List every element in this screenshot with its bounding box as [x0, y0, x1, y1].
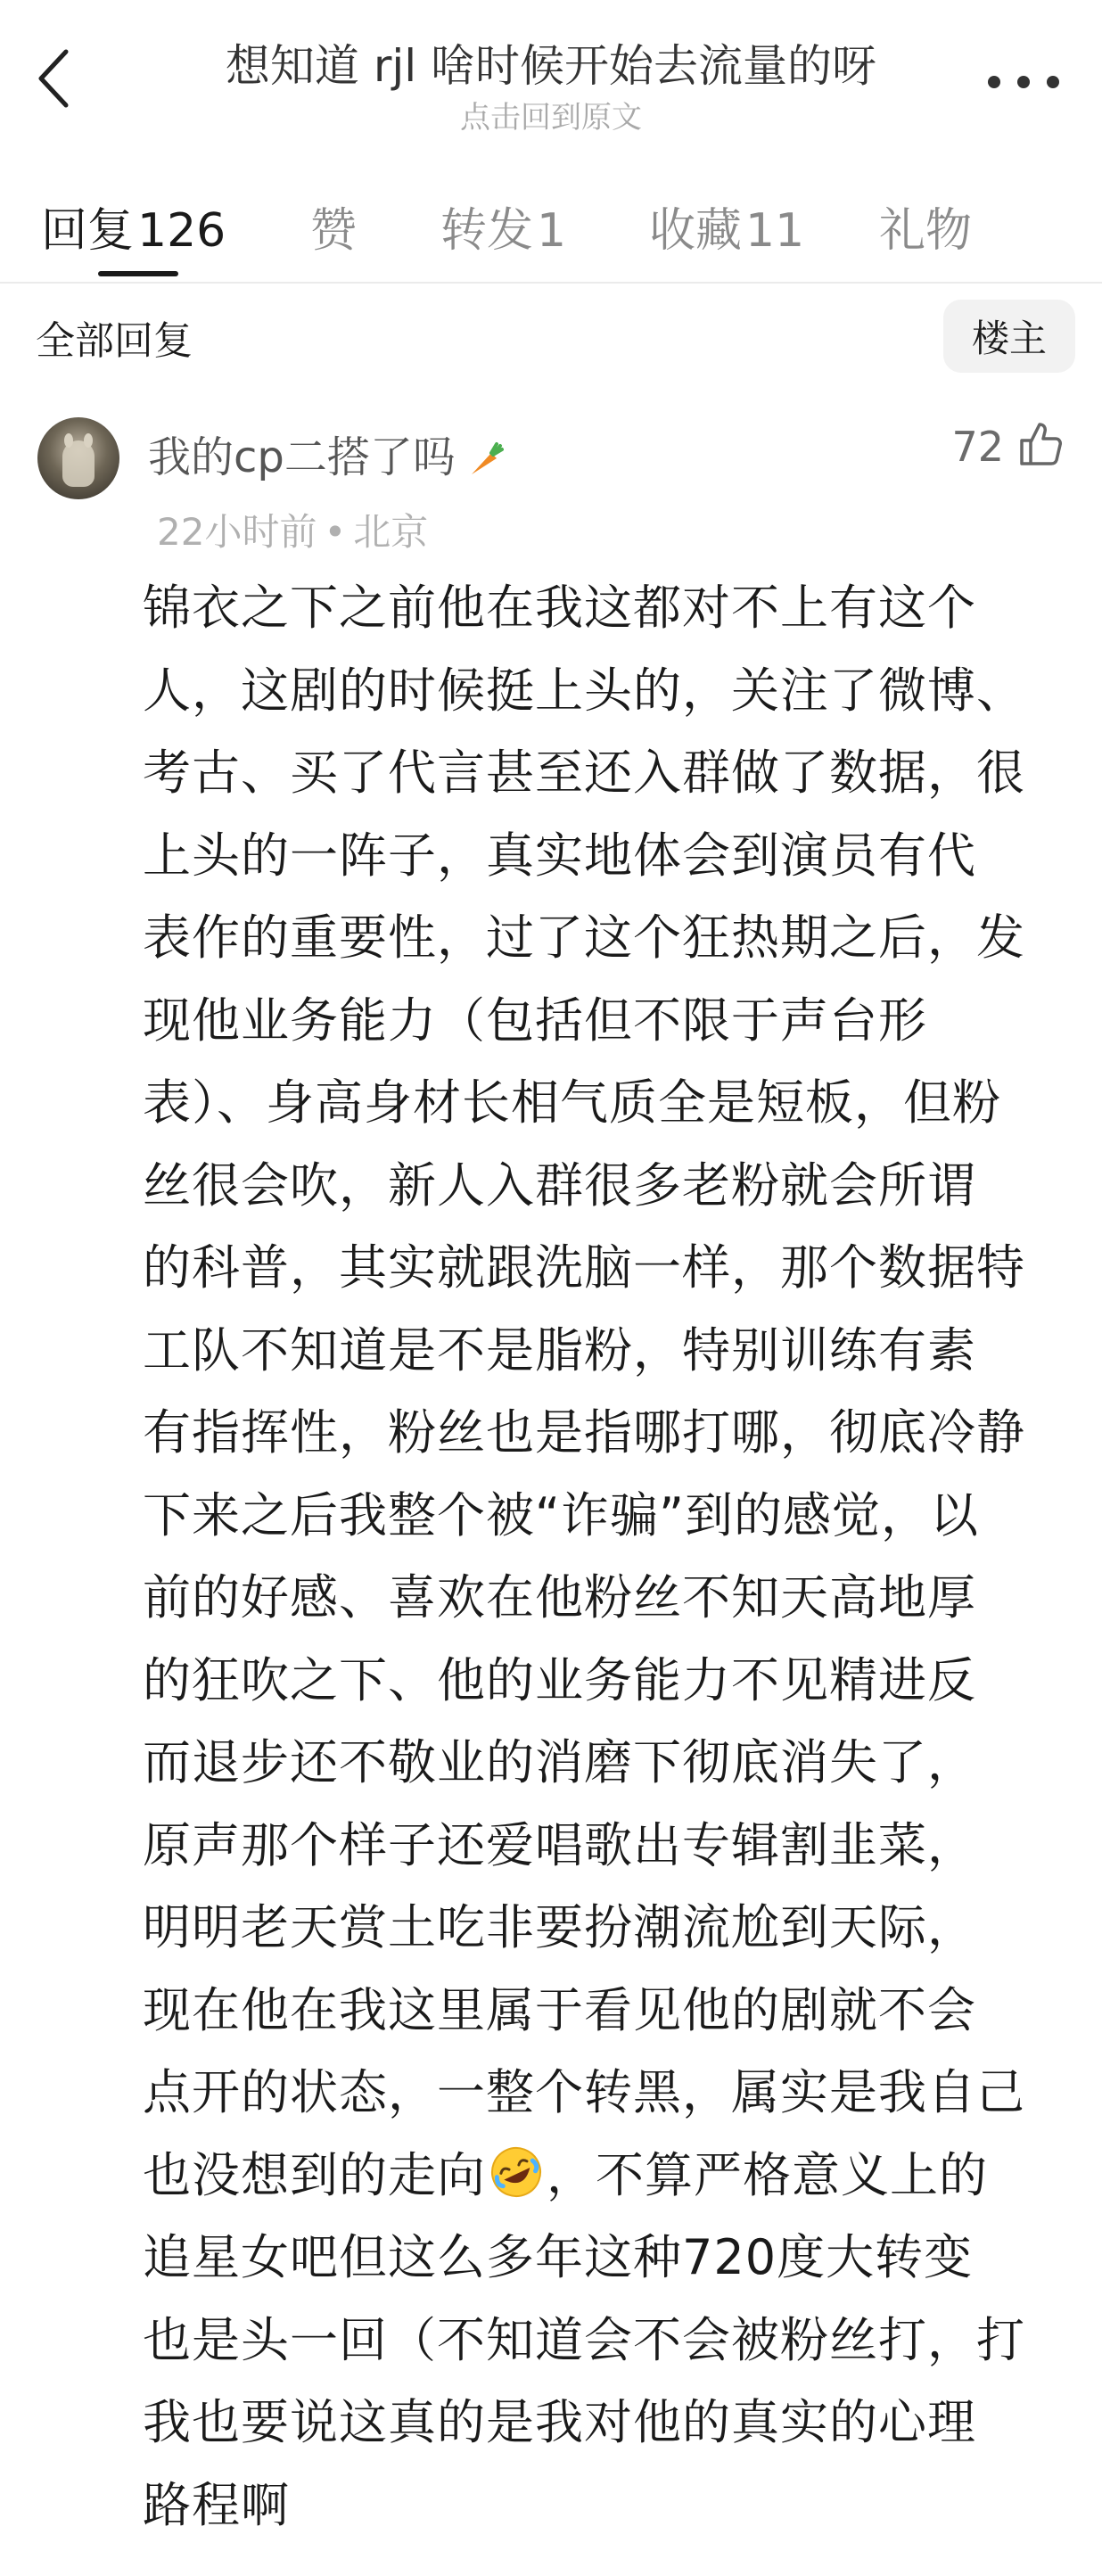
comment-line: 我也要说这真的是我对他的真实的心理: [143, 2394, 976, 2450]
comment-line: 的科普，其实就跟洗脑一样，那个数据特: [143, 1239, 1025, 1296]
comment-text-segment: 也没想到的走向: [143, 2146, 486, 2203]
chevron-left-icon: [32, 46, 75, 111]
comment-line: 现在他在我这里属于看见他的剧就不会: [143, 1981, 976, 2038]
comment-line: 考古、买了代言甚至还入群做了数据，很: [143, 745, 1025, 801]
tab-label: 回复: [41, 204, 135, 258]
comment-line: 的狂吹之下、他的业务能力不见精进反: [143, 1651, 976, 1708]
post-title[interactable]: 想知道 rjl 啥时候开始去流量的呀: [225, 40, 877, 92]
carrot-icon: [465, 440, 504, 480]
comment-line: 下来之后我整个被“诈骗”到的感觉，以: [143, 1486, 979, 1543]
active-tab-indicator: [98, 271, 178, 276]
rolling-on-floor-laughing-icon: [489, 2145, 543, 2199]
comment-line: 追星女吧但这么多年这种720度大转变: [143, 2229, 974, 2285]
comment-line-with-emoji: [143, 2135, 1079, 2218]
tab-label: 赞: [310, 204, 358, 258]
tab-reposts[interactable]: [440, 193, 566, 259]
comment-line: 有指挥性，粉丝也是指哪打哪，彻底冷静: [143, 1404, 1025, 1461]
tab-bar: [0, 178, 1102, 284]
avatar[interactable]: [37, 417, 119, 499]
comment-line: 路程啊: [143, 2476, 290, 2533]
comment-author[interactable]: [148, 423, 504, 484]
comment-line: 原声那个样子还爱唱歌出专辑割韭菜，: [143, 1816, 976, 1873]
username-text: 我的cp二搭了吗: [148, 432, 456, 482]
thumbs-up-icon[interactable]: [1015, 419, 1065, 469]
meta-separator: •: [324, 510, 347, 554]
comment-line: 表作的重要性，过了这个狂热期之后，发: [143, 909, 1025, 966]
comment-line: 也是头一回（不知道会不会被粉丝打，打: [143, 2311, 1025, 2368]
top-nav-bar: [0, 0, 1102, 160]
tab-replies[interactable]: [41, 193, 226, 259]
tab-count: 1: [537, 204, 567, 258]
comment-meta: [157, 503, 428, 556]
like-count: 72: [951, 423, 1004, 471]
tab-label: 礼物: [879, 204, 973, 258]
op-only-button[interactable]: 楼主: [943, 300, 1075, 373]
back-button[interactable]: [32, 46, 75, 111]
tab-likes[interactable]: [310, 193, 357, 259]
comment-line: 上头的一阵子，真实地体会到演员有代: [143, 827, 976, 884]
dot: [988, 76, 1000, 88]
all-replies-label[interactable]: 全部回复: [36, 318, 193, 364]
comment-time: 22小时前: [157, 510, 317, 554]
comment-line: 工队不知道是不是脂粉，特别训练有素: [143, 1321, 976, 1379]
comment-line: 前的好感、喜欢在他粉丝不知天高地厚: [143, 1569, 976, 1625]
tab-label: 转发: [440, 204, 534, 258]
tab-count: 126: [137, 204, 226, 258]
tab-favorites[interactable]: [649, 193, 804, 259]
avatar-figure: [62, 440, 95, 487]
comment-line: 现他业务能力（包括但不限于声台形: [143, 992, 927, 1049]
comment-line: 表）、身高身材长相气质全是短板，但粉: [143, 1074, 1001, 1131]
comment-text-segment: ，不算严格意义上的: [547, 2146, 988, 2203]
comment-line: 而退步还不敬业的消磨下彻底消失了，: [143, 1734, 976, 1790]
comment-line: 点开的状态，一整个转黑，属实是我自己: [143, 2064, 1025, 2120]
dot: [1047, 76, 1059, 88]
dot: [1017, 76, 1030, 88]
comment-line: 人，这剧的时候挺上头的，关注了微博、: [143, 662, 1025, 719]
tab-count: 11: [745, 204, 805, 258]
comment-body: [143, 567, 1079, 2547]
comment-line: 丝很会吹，新人入群很多老粉就会所谓: [143, 1156, 976, 1214]
back-to-original-link[interactable]: 点击回到原文: [460, 100, 642, 136]
comment-location: 北京: [353, 510, 429, 554]
comment-line: 明明老天赏土吃非要扮潮流尬到天际，: [143, 1899, 976, 1955]
tab-gifts[interactable]: [879, 193, 972, 259]
reply-filter-bar: [0, 300, 1102, 376]
more-options-icon[interactable]: [988, 71, 1059, 93]
tab-label: 收藏: [649, 204, 743, 258]
comment-line: 锦衣之下之前他在我这都对不上有这个: [143, 580, 976, 636]
